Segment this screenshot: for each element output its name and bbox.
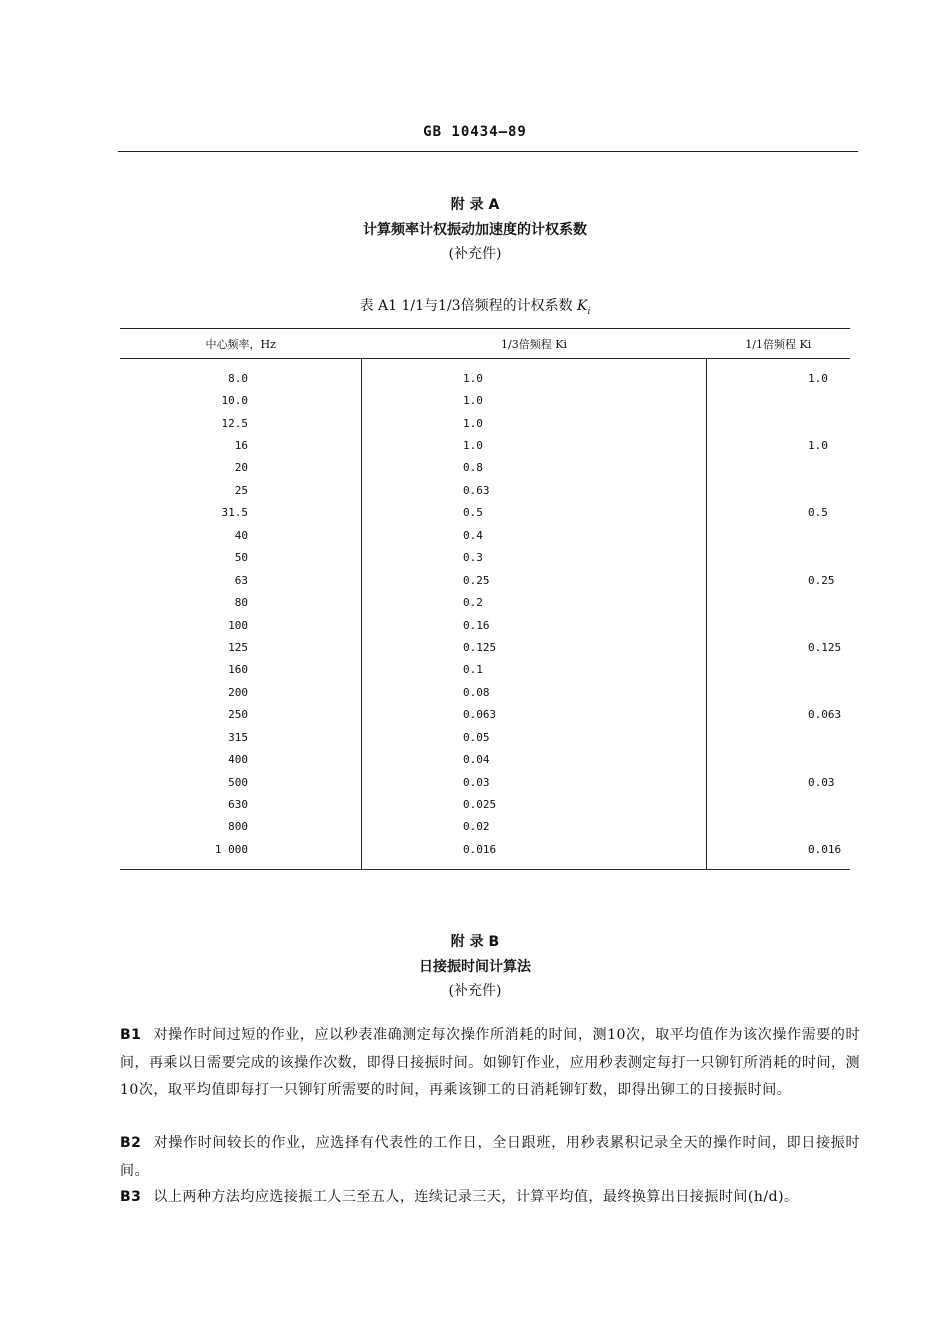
table-caption-text: 表 A1 1/1与1/3倍频程的计权系数 (359, 298, 573, 314)
frequency-cell (120, 457, 362, 479)
full-octave-cell: 0.5 (808, 506, 828, 520)
frequency-value: 400 (228, 753, 248, 767)
third-octave-cell: 0.02 (362, 816, 707, 838)
standard-code-header: GB 10434—89 (423, 124, 527, 140)
frequency-value: 12.5 (221, 416, 248, 430)
full-octave-cell: 0.25 (808, 573, 835, 587)
full-octave-cell (707, 793, 851, 815)
frequency-value: 80 (234, 596, 248, 610)
frequency-cell (120, 838, 362, 869)
table-caption (0, 295, 950, 317)
column-header-frequency: 中心频率，Hz (120, 329, 362, 359)
full-octave-cell: 0.063 (808, 708, 842, 722)
column-header-full-octave: 1/1倍频程 Ki (707, 329, 851, 359)
appendix-a-title: 计算频率计权振动加速度的计权系数 (363, 222, 587, 238)
frequency-cell (120, 502, 362, 524)
paragraph-b3 (120, 1184, 860, 1212)
paragraph-tag: B2 (120, 1135, 142, 1151)
frequency-cell (120, 591, 362, 613)
frequency-cell (120, 547, 362, 569)
table-row (120, 614, 850, 636)
appendix-b-label: 附 录 B (450, 934, 500, 950)
third-octave-cell: 0.016 (362, 838, 707, 869)
frequency-value: 160 (228, 663, 248, 677)
third-octave-cell: 0.4 (362, 524, 707, 546)
third-octave-cell: 0.025 (362, 793, 707, 815)
paragraph-text: 对操作时间过短的作业，应以秒表准确测定每次操作所消耗的时间，测10次，取平均值作为该次操作需要的时间，再乘以日需要完成的该操作次数，即得日接振时间。如铆钉作业，应用秒表测定每打一只铆钉所消耗的时间，测10次，取平均值即每打一只铆钉所需要的时间，再乘该铆工的日消耗铆钉数，即得出铆工的日接振时间。 (120, 1027, 860, 1098)
frequency-cell (120, 726, 362, 748)
frequency-value: 315 (228, 730, 248, 744)
frequency-cell (120, 704, 362, 726)
table-row (120, 591, 850, 613)
frequency-value: 1 000 (214, 842, 248, 856)
frequency-cell (120, 771, 362, 793)
table-caption-subscript: i (587, 306, 591, 317)
third-octave-cell: 0.08 (362, 681, 707, 703)
third-octave-cell: 0.16 (362, 614, 707, 636)
third-octave-cell: 0.5 (362, 502, 707, 524)
table-header-row (120, 329, 850, 359)
frequency-cell (120, 636, 362, 658)
frequency-value: 8.0 (228, 371, 248, 385)
frequency-cell (120, 569, 362, 591)
table-row (120, 793, 850, 815)
frequency-value: 63 (234, 573, 248, 587)
table-row (120, 838, 850, 869)
table-row (120, 636, 850, 658)
paragraph-text: 对操作时间较长的作业，应选择有代表性的工作日，全日跟班，用秒表累积记录全天的操作时间，即日接振时间。 (120, 1135, 860, 1179)
frequency-value: 40 (234, 528, 248, 542)
table-row (120, 359, 850, 390)
frequency-value: 31.5 (221, 506, 248, 520)
frequency-value: 125 (228, 640, 248, 654)
header-divider (118, 151, 858, 152)
full-octave-cell (707, 457, 851, 479)
frequency-cell (120, 412, 362, 434)
frequency-cell (120, 659, 362, 681)
table-row (120, 816, 850, 838)
frequency-value: 25 (234, 483, 248, 497)
third-octave-cell: 0.04 (362, 748, 707, 770)
frequency-cell (120, 793, 362, 815)
frequency-value: 16 (234, 439, 248, 453)
full-octave-cell (707, 479, 851, 501)
third-octave-cell: 0.125 (362, 636, 707, 658)
full-octave-cell (707, 412, 851, 434)
full-octave-cell (707, 614, 851, 636)
table-row (120, 771, 850, 793)
frequency-value: 500 (228, 775, 248, 789)
frequency-cell (120, 524, 362, 546)
table-row (120, 412, 850, 434)
frequency-cell (120, 359, 362, 390)
frequency-cell (120, 748, 362, 770)
frequency-cell (120, 614, 362, 636)
frequency-cell (120, 681, 362, 703)
frequency-cell (120, 389, 362, 411)
full-octave-cell: 0.125 (808, 640, 842, 654)
column-header-third-octave: 1/3倍频程 Ki (362, 329, 707, 359)
frequency-cell (120, 479, 362, 501)
third-octave-cell: 1.0 (362, 359, 707, 390)
full-octave-cell: 1.0 (808, 439, 828, 453)
third-octave-cell: 0.25 (362, 569, 707, 591)
full-octave-cell (707, 816, 851, 838)
table-row (120, 748, 850, 770)
table-row (120, 547, 850, 569)
full-octave-cell (707, 681, 851, 703)
full-octave-cell (707, 659, 851, 681)
full-octave-cell (707, 547, 851, 569)
third-octave-cell: 0.63 (362, 479, 707, 501)
frequency-value: 50 (234, 551, 248, 565)
full-octave-cell: 0.03 (808, 775, 835, 789)
table-row (120, 457, 850, 479)
appendix-b-subtitle: (补充件) (448, 983, 502, 999)
third-octave-cell: 0.8 (362, 457, 707, 479)
frequency-cell (120, 434, 362, 456)
frequency-value: 20 (234, 461, 248, 475)
table-row (120, 524, 850, 546)
table-caption-symbol: K (577, 298, 588, 314)
third-octave-cell: 1.0 (362, 389, 707, 411)
frequency-value: 630 (228, 798, 248, 812)
paragraph-b2 (120, 1130, 860, 1185)
table-body (120, 359, 850, 870)
frequency-value: 10.0 (221, 394, 248, 408)
third-octave-cell: 1.0 (362, 412, 707, 434)
frequency-value: 100 (228, 618, 248, 632)
paragraph-tag: B1 (120, 1027, 142, 1043)
appendix-a-subtitle: (补充件) (448, 246, 502, 262)
full-octave-cell: 0.016 (707, 838, 851, 869)
third-octave-cell: 0.3 (362, 547, 707, 569)
table-row (120, 434, 850, 456)
table-row (120, 569, 850, 591)
table-row (120, 726, 850, 748)
table-row (120, 704, 850, 726)
full-octave-cell (707, 524, 851, 546)
full-octave-cell (707, 748, 851, 770)
frequency-value: 800 (228, 820, 248, 834)
frequency-cell (120, 816, 362, 838)
third-octave-cell: 0.03 (362, 771, 707, 793)
third-octave-cell: 1.0 (362, 434, 707, 456)
full-octave-cell (707, 726, 851, 748)
table-row (120, 389, 850, 411)
paragraph-b1 (120, 1022, 860, 1105)
frequency-value: 250 (228, 708, 248, 722)
paragraph-tag: B3 (120, 1189, 142, 1205)
third-octave-cell: 0.063 (362, 704, 707, 726)
frequency-value: 200 (228, 685, 248, 699)
table-row (120, 502, 850, 524)
third-octave-cell: 0.1 (362, 659, 707, 681)
paragraph-text: 以上两种方法均应选接振工人三至五人，连续记录三天，计算平均值，最终换算出日接振时间(h/d)。 (153, 1189, 799, 1205)
full-octave-cell (707, 591, 851, 613)
appendix-b-title: 日接振时间计算法 (419, 959, 531, 975)
third-octave-cell: 0.2 (362, 591, 707, 613)
appendix-a-label: 附 录 A (450, 197, 500, 213)
full-octave-cell: 1.0 (808, 371, 828, 385)
full-octave-cell (707, 389, 851, 411)
third-octave-cell: 0.05 (362, 726, 707, 748)
table-row (120, 479, 850, 501)
table-row (120, 659, 850, 681)
weighting-coefficient-table (120, 328, 850, 870)
table-row (120, 681, 850, 703)
